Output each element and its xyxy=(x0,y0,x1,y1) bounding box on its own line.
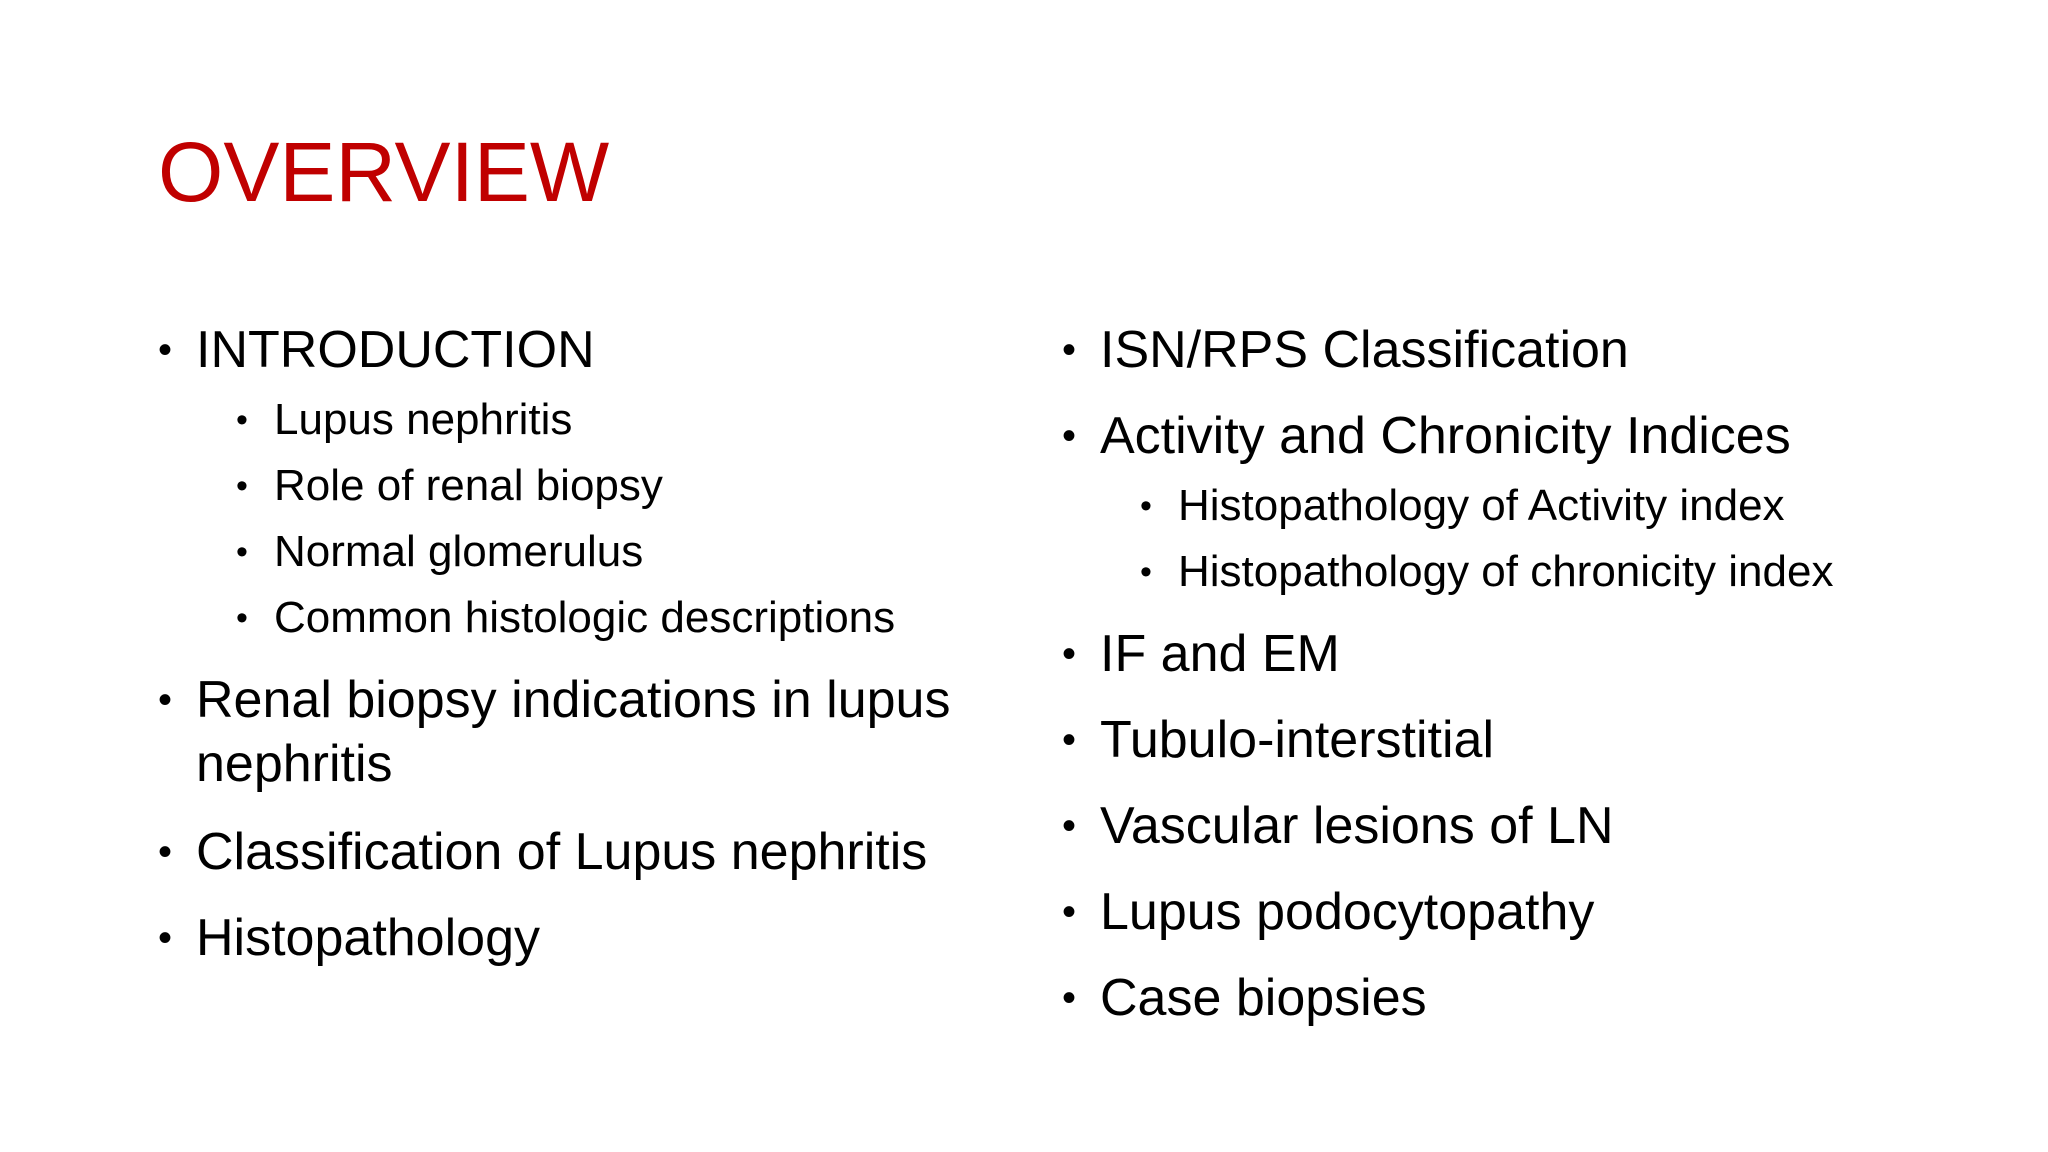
slide-title: OVERVIEW xyxy=(158,125,610,219)
bullet-icon: • xyxy=(158,830,173,874)
bullet-icon: • xyxy=(158,328,173,372)
bullet-icon: • xyxy=(1062,976,1077,1020)
bullet-icon: • xyxy=(1062,890,1077,934)
bullet-icon: • xyxy=(1062,718,1077,762)
list-item-label: Lupus podocytopathy xyxy=(1100,883,1595,941)
list-item-label: Histopathology xyxy=(196,909,540,967)
list-item-label-line2: nephritis xyxy=(196,735,393,793)
bullet-icon: • xyxy=(158,678,173,722)
list-subitem-label: Normal glomerulus xyxy=(274,527,644,576)
list-item-label: Case biopsies xyxy=(1100,969,1427,1027)
list-subitem-label: Histopathology of Activity index xyxy=(1178,481,1785,530)
bullet-icon: • xyxy=(1062,804,1077,848)
list-item-label: IF and EM xyxy=(1100,625,1340,683)
bullet-icon: • xyxy=(236,401,248,439)
bullet-icon: • xyxy=(236,467,248,505)
list-item-label-line1: Renal biopsy indications in lupus xyxy=(196,671,951,729)
bullet-icon: • xyxy=(236,533,248,571)
bullet-icon: • xyxy=(1062,414,1077,458)
list-subitem-label: Common histologic descriptions xyxy=(274,593,896,642)
list-item-label: Vascular lesions of LN xyxy=(1100,797,1614,855)
list-subitem-label: Histopathology of chronicity index xyxy=(1178,547,1834,596)
list-subitem-label: Lupus nephritis xyxy=(274,395,573,444)
list-item-label: ISN/RPS Classification xyxy=(1100,321,1629,379)
bullet-icon: • xyxy=(1140,553,1152,591)
bullet-icon: • xyxy=(158,916,173,960)
list-item-label: Activity and Chronicity Indices xyxy=(1100,407,1791,465)
list-subitem-label: Role of renal biopsy xyxy=(274,461,663,510)
bullet-icon: • xyxy=(1062,328,1077,372)
bullet-icon: • xyxy=(1140,487,1152,525)
list-item-label: Tubulo-interstitial xyxy=(1100,711,1495,769)
list-item-label: INTRODUCTION xyxy=(196,321,595,379)
list-item-label: Classification of Lupus nephritis xyxy=(196,823,928,881)
bullet-icon: • xyxy=(236,599,248,637)
bullet-icon: • xyxy=(1062,632,1077,676)
